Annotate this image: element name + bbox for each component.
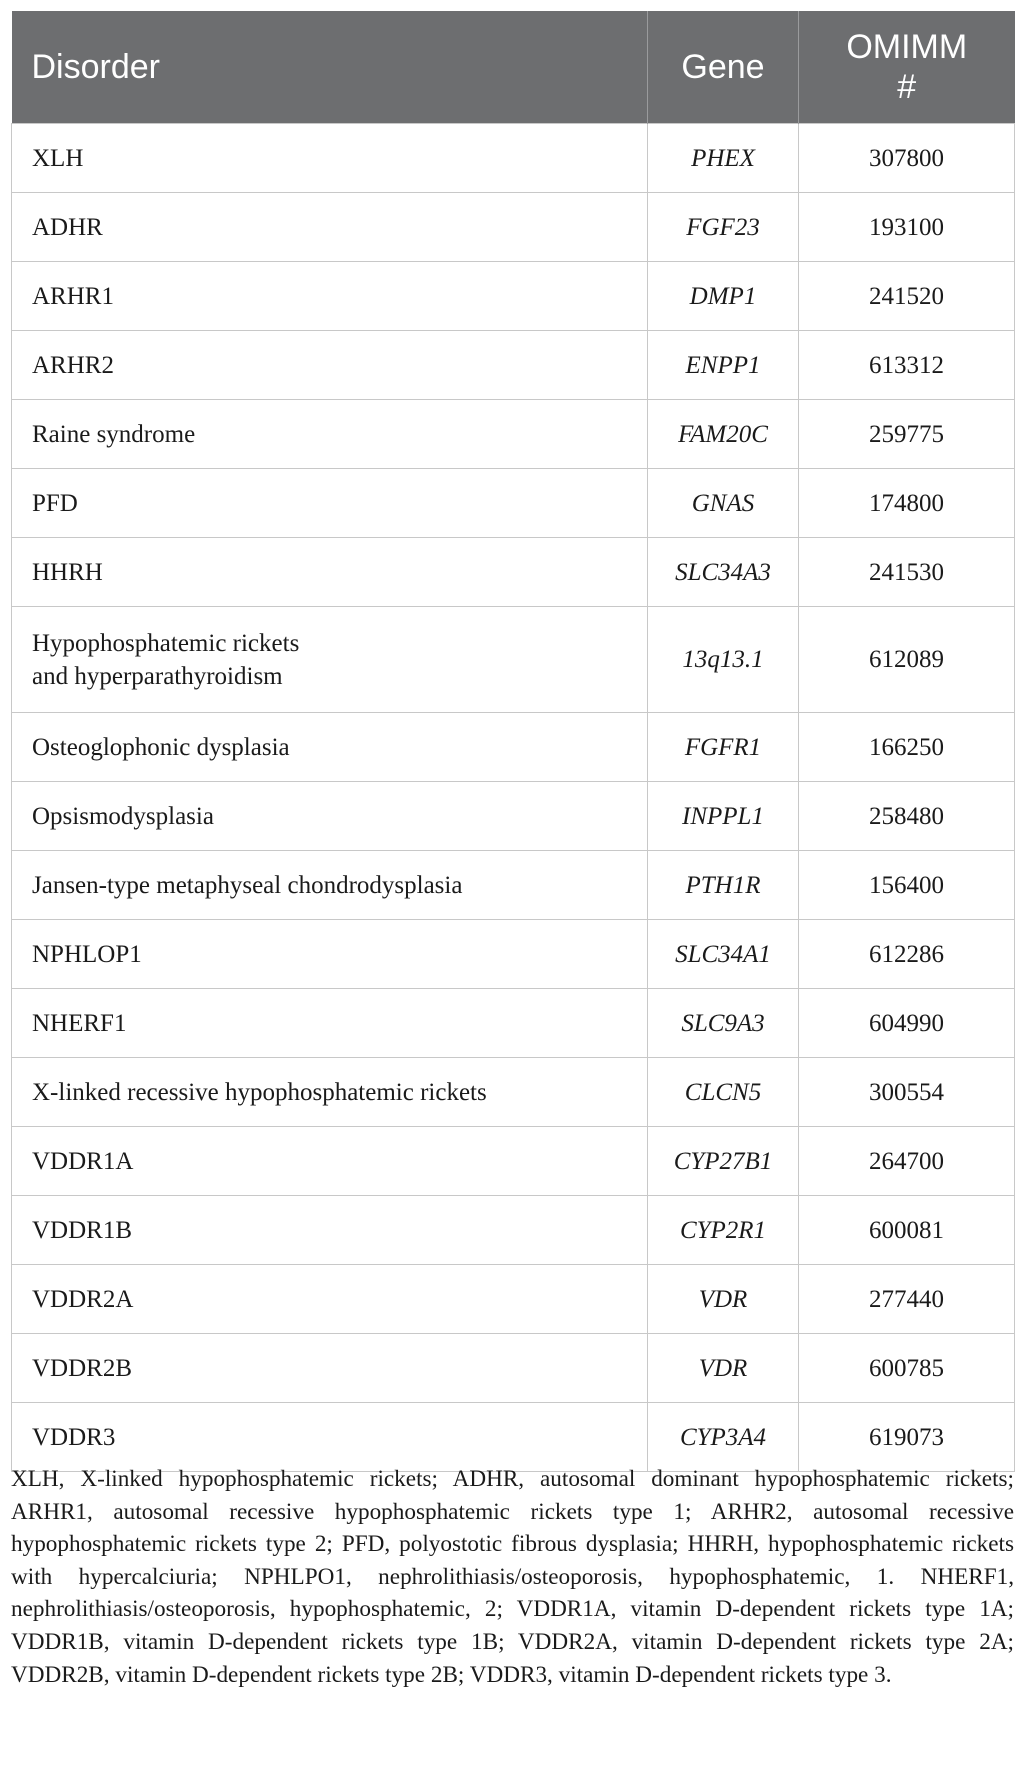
omim-cell: 264700 [799,1127,1015,1196]
header-omim [799,11,1015,124]
table-row [12,989,1015,1058]
table-row [12,1058,1015,1127]
omim-cell: 241530 [799,538,1015,607]
omim-cell: 174800 [799,469,1015,538]
table-row [12,851,1015,920]
disorder-cell: ARHR2 [12,331,648,400]
disorder-cell: VDDR1B [12,1196,648,1265]
disorder-line2: and hyperparathyroidism [32,662,283,690]
table-row [12,469,1015,538]
gene-cell: VDR [648,1265,799,1334]
disorder-line1: Hypophosphatemic rickets [32,629,300,657]
table-row [12,607,1015,713]
gene-cell: PTH1R [648,851,799,920]
omim-cell: 258480 [799,782,1015,851]
gene-cell: SLC34A3 [648,538,799,607]
disorder-cell: VDDR2B [12,1334,648,1403]
gene-cell: CLCN5 [648,1058,799,1127]
disorder-cell: X-linked recessive hypophosphatemic rickets [12,1058,648,1127]
gene-cell: ENPP1 [648,331,799,400]
gene-cell: FGFR1 [648,713,799,782]
table-row [12,262,1015,331]
header-gene: Gene [648,11,799,124]
omim-cell: 193100 [799,193,1015,262]
table-row [12,331,1015,400]
omim-cell: 612286 [799,920,1015,989]
gene-cell: SLC34A1 [648,920,799,989]
table-row [12,124,1015,193]
disorder-cell: VDDR1A [12,1127,648,1196]
table-row [12,1334,1015,1403]
gene-cell: FAM20C [648,400,799,469]
disorder-cell: Osteoglophonic dysplasia [12,713,648,782]
omim-cell: 307800 [799,124,1015,193]
disorder-cell: HHRH [12,538,648,607]
table-footnote: XLH, X-linked hypophosphatemic rickets; ADHR, autosomal dominant hypophosphatemic rickets; ARHR1, autosomal recessive hypophosphatemic rickets type 1; ARHR2, autosomal recessive hypophosphatemic rickets type 2; PFD, polyostotic fibrous dysplasia; HHRH, hypophosphatemic rickets with hypercalciuria; NPHLPO1, nephrolithiasis/osteoporosis, hypophosphatemic, 1. NHERF1, nephrolithiasis/osteoporosis, hypophosphatemic, 2; VDDR1A, vitamin D-dependent rickets type 1A; VDDR1B, vitamin D-dependent rickets type 1B; VDDR2A, vitamin D-dependent rickets type 2A; VDDR2B, vitamin D-dependent rickets type 2B; VDDR3, vitamin D-dependent rickets type 3. [11,1466,1014,1688]
table-row [12,920,1015,989]
table-row [12,1265,1015,1334]
table-row [12,1127,1015,1196]
disorder-cell: ADHR [12,193,648,262]
omim-cell: 613312 [799,331,1015,400]
disorder-cell: Jansen-type metaphyseal chondrodysplasia [12,851,648,920]
omim-cell: 241520 [799,262,1015,331]
table-row [12,782,1015,851]
gene-cell: 13q13.1 [648,607,799,713]
omim-cell: 604990 [799,989,1015,1058]
header-row [12,11,1015,124]
gene-cell: CYP3A4 [648,1403,799,1472]
omim-cell: 600081 [799,1196,1015,1265]
omim-cell: 619073 [799,1403,1015,1472]
omim-cell: 166250 [799,713,1015,782]
table-row [12,538,1015,607]
disorder-cell: VDDR2A [12,1265,648,1334]
disorder-gene-table-container [11,11,1014,1472]
gene-cell: CYP2R1 [648,1196,799,1265]
gene-cell: INPPL1 [648,782,799,851]
omim-cell: 277440 [799,1265,1015,1334]
gene-cell: VDR [648,1334,799,1403]
disorder-cell: PFD [12,469,648,538]
gene-cell: DMP1 [648,262,799,331]
header-disorder: Disorder [12,11,648,124]
disorder-cell: Opsismodysplasia [12,782,648,851]
table-body [12,124,1015,1472]
table-row [12,1403,1015,1472]
disorder-cell: NHERF1 [12,989,648,1058]
table-header [12,11,1015,124]
table-row [12,400,1015,469]
disorder-cell: XLH [12,124,648,193]
omim-cell: 300554 [799,1058,1015,1127]
omim-cell: 612089 [799,607,1015,713]
disorder-gene-table [11,11,1015,1472]
omim-cell: 600785 [799,1334,1015,1403]
disorder-cell: VDDR3 [12,1403,648,1472]
header-omim-line1: OMIMM [846,28,968,66]
disorder-cell: NPHLOP1 [12,920,648,989]
disorder-cell [12,607,648,713]
table-row [12,713,1015,782]
gene-cell: PHEX [648,124,799,193]
gene-cell: SLC9A3 [648,989,799,1058]
table-row [12,193,1015,262]
disorder-cell: ARHR1 [12,262,648,331]
gene-cell: GNAS [648,469,799,538]
disorder-cell: Raine syndrome [12,400,648,469]
omim-cell: 259775 [799,400,1015,469]
table-row [12,1196,1015,1265]
gene-cell: FGF23 [648,193,799,262]
header-omim-line2: # [897,68,917,106]
omim-cell: 156400 [799,851,1015,920]
gene-cell: CYP27B1 [648,1127,799,1196]
